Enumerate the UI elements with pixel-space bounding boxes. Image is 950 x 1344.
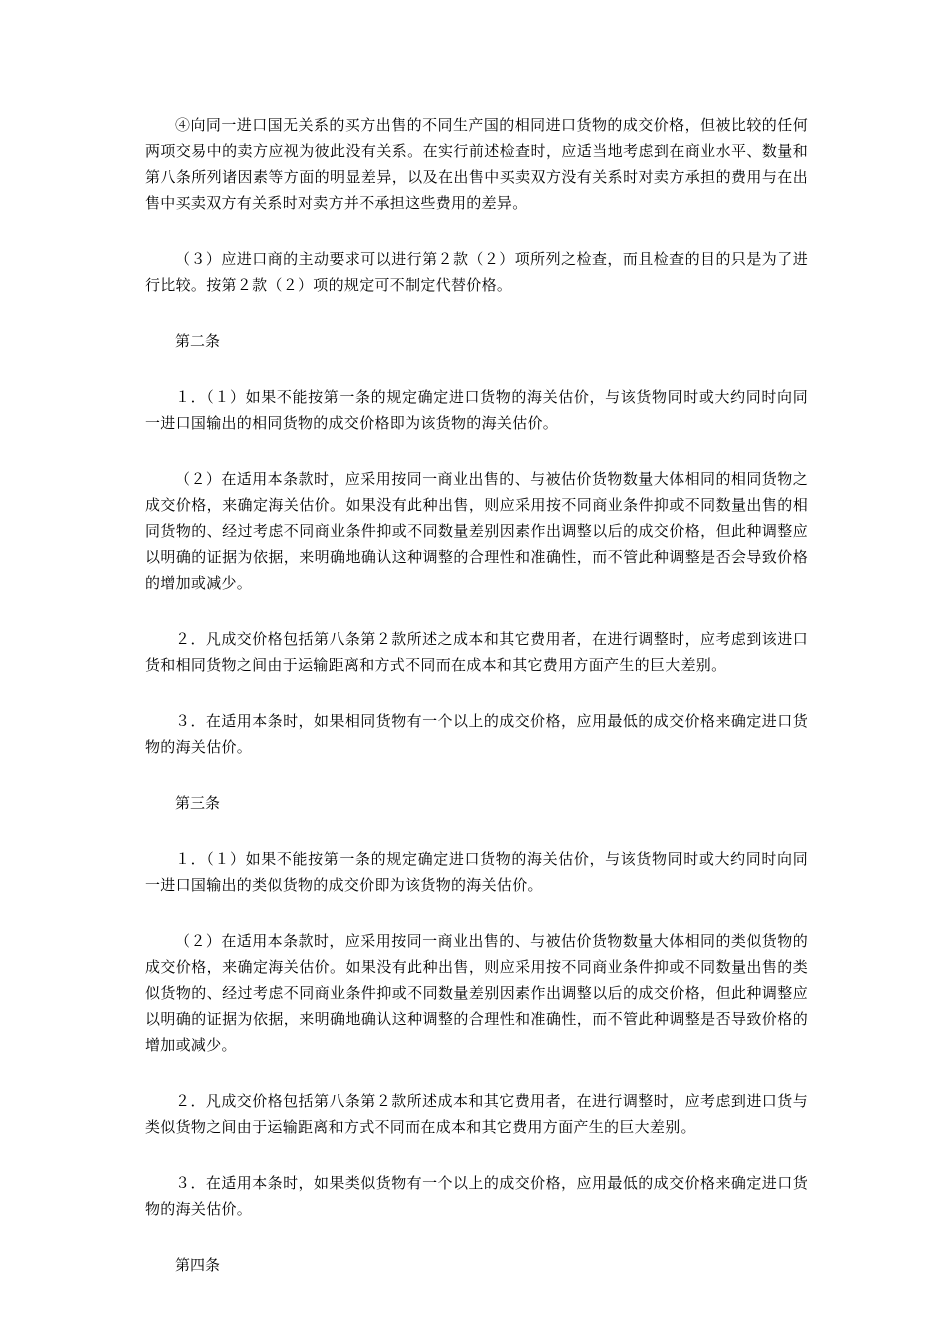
article-3-clause-2: ２．凡成交价格包括第八条第２款所述成本和其它费用者，在进行调整时，应考虑到进口货与类似货物之间由于运输距离和方式不同而在成本和其它费用方面产生的巨大差别。 [145,1092,808,1136]
article-3-clause-1-2: （２）在适用本条款时，应采用按同一商业出售的、与被估价货物数量大体相同的类似货物的成交价格，来确定海关估价。如果没有此种出售，则应采用按不同商业条件抑或不同数量出售的类似货物的、经过考虑不同商业条件抑或不同数量差别因素作出调整以后的成交价格，但此种调整应以明确的证据为依据，来明确地确认这种调整的合理性和准确性，而不管此种调整是否导致价格的增加或减少。 [145,932,808,1054]
article-3-clause-3: ３．在适用本条时，如果类似货物有一个以上的成交价格，应用最低的成交价格来确定进口货物的海关估价。 [145,1174,808,1218]
paragraph-section-3: （３）应进口商的主动要求可以进行第２款（２）项所列之检查，而且检查的目的只是为了进行比较。按第２款（２）项的规定可不制定代替价格。 [145,250,808,294]
article-3-clause-1-1: １．（１）如果不能按第一条的规定确定进口货物的海关估价，与该货物同时或大约同时向同一进口国输出的类似货物的成交价即为该货物的海关估价。 [145,850,808,894]
document-page [145,112,808,1308]
article-2-clause-1-1: １．（１）如果不能按第一条的规定确定进口货物的海关估价，与该货物同时或大约同时向同一进口国输出的相同货物的成交价格即为该货物的海关估价。 [145,388,808,432]
article-2-clause-1-2: （２）在适用本条款时，应采用按同一商业出售的、与被估价货物数量大体相同的相同货物之成交价格，来确定海关估价。如果没有此种出售，则应采用按不同商业条件抑或不同数量出售的相同货物的、经过考虑不同商业条件抑或不同数量差别因素作出调整以后的成交价格，但此种调整应以明确的证据为依据，来明确地确认这种调整的合理性和准确性，而不管此种调整是否会导致价格的增加或减少。 [145,470,808,592]
paragraph-item-4: ④向同一进口国无关系的买方出售的不同生产国的相同进口货物的成交价格，但被比较的任何两项交易中的卖方应视为彼此没有关系。在实行前述检查时，应适当地考虑到在商业水平、数量和第八条所列诸因素等方面的明显差异，以及在出售中买卖双方没有关系时对卖方承担的费用与在出售中买卖双方有关系时对卖方并不承担这些费用的差异。 [145,116,808,212]
article-4-heading: 第四条 [175,1256,221,1274]
article-2-clause-3: ３．在适用本条时，如果相同货物有一个以上的成交价格，应用最低的成交价格来确定进口货物的海关估价。 [145,712,808,756]
article-3-heading: 第三条 [175,794,221,812]
article-2-heading: 第二条 [175,332,221,350]
article-2-clause-2: ２．凡成交价格包括第八条第２款所述之成本和其它费用者，在进行调整时，应考虑到该进口货和相同货物之间由于运输距离和方式不同而在成本和其它费用方面产生的巨大差别。 [145,630,808,674]
